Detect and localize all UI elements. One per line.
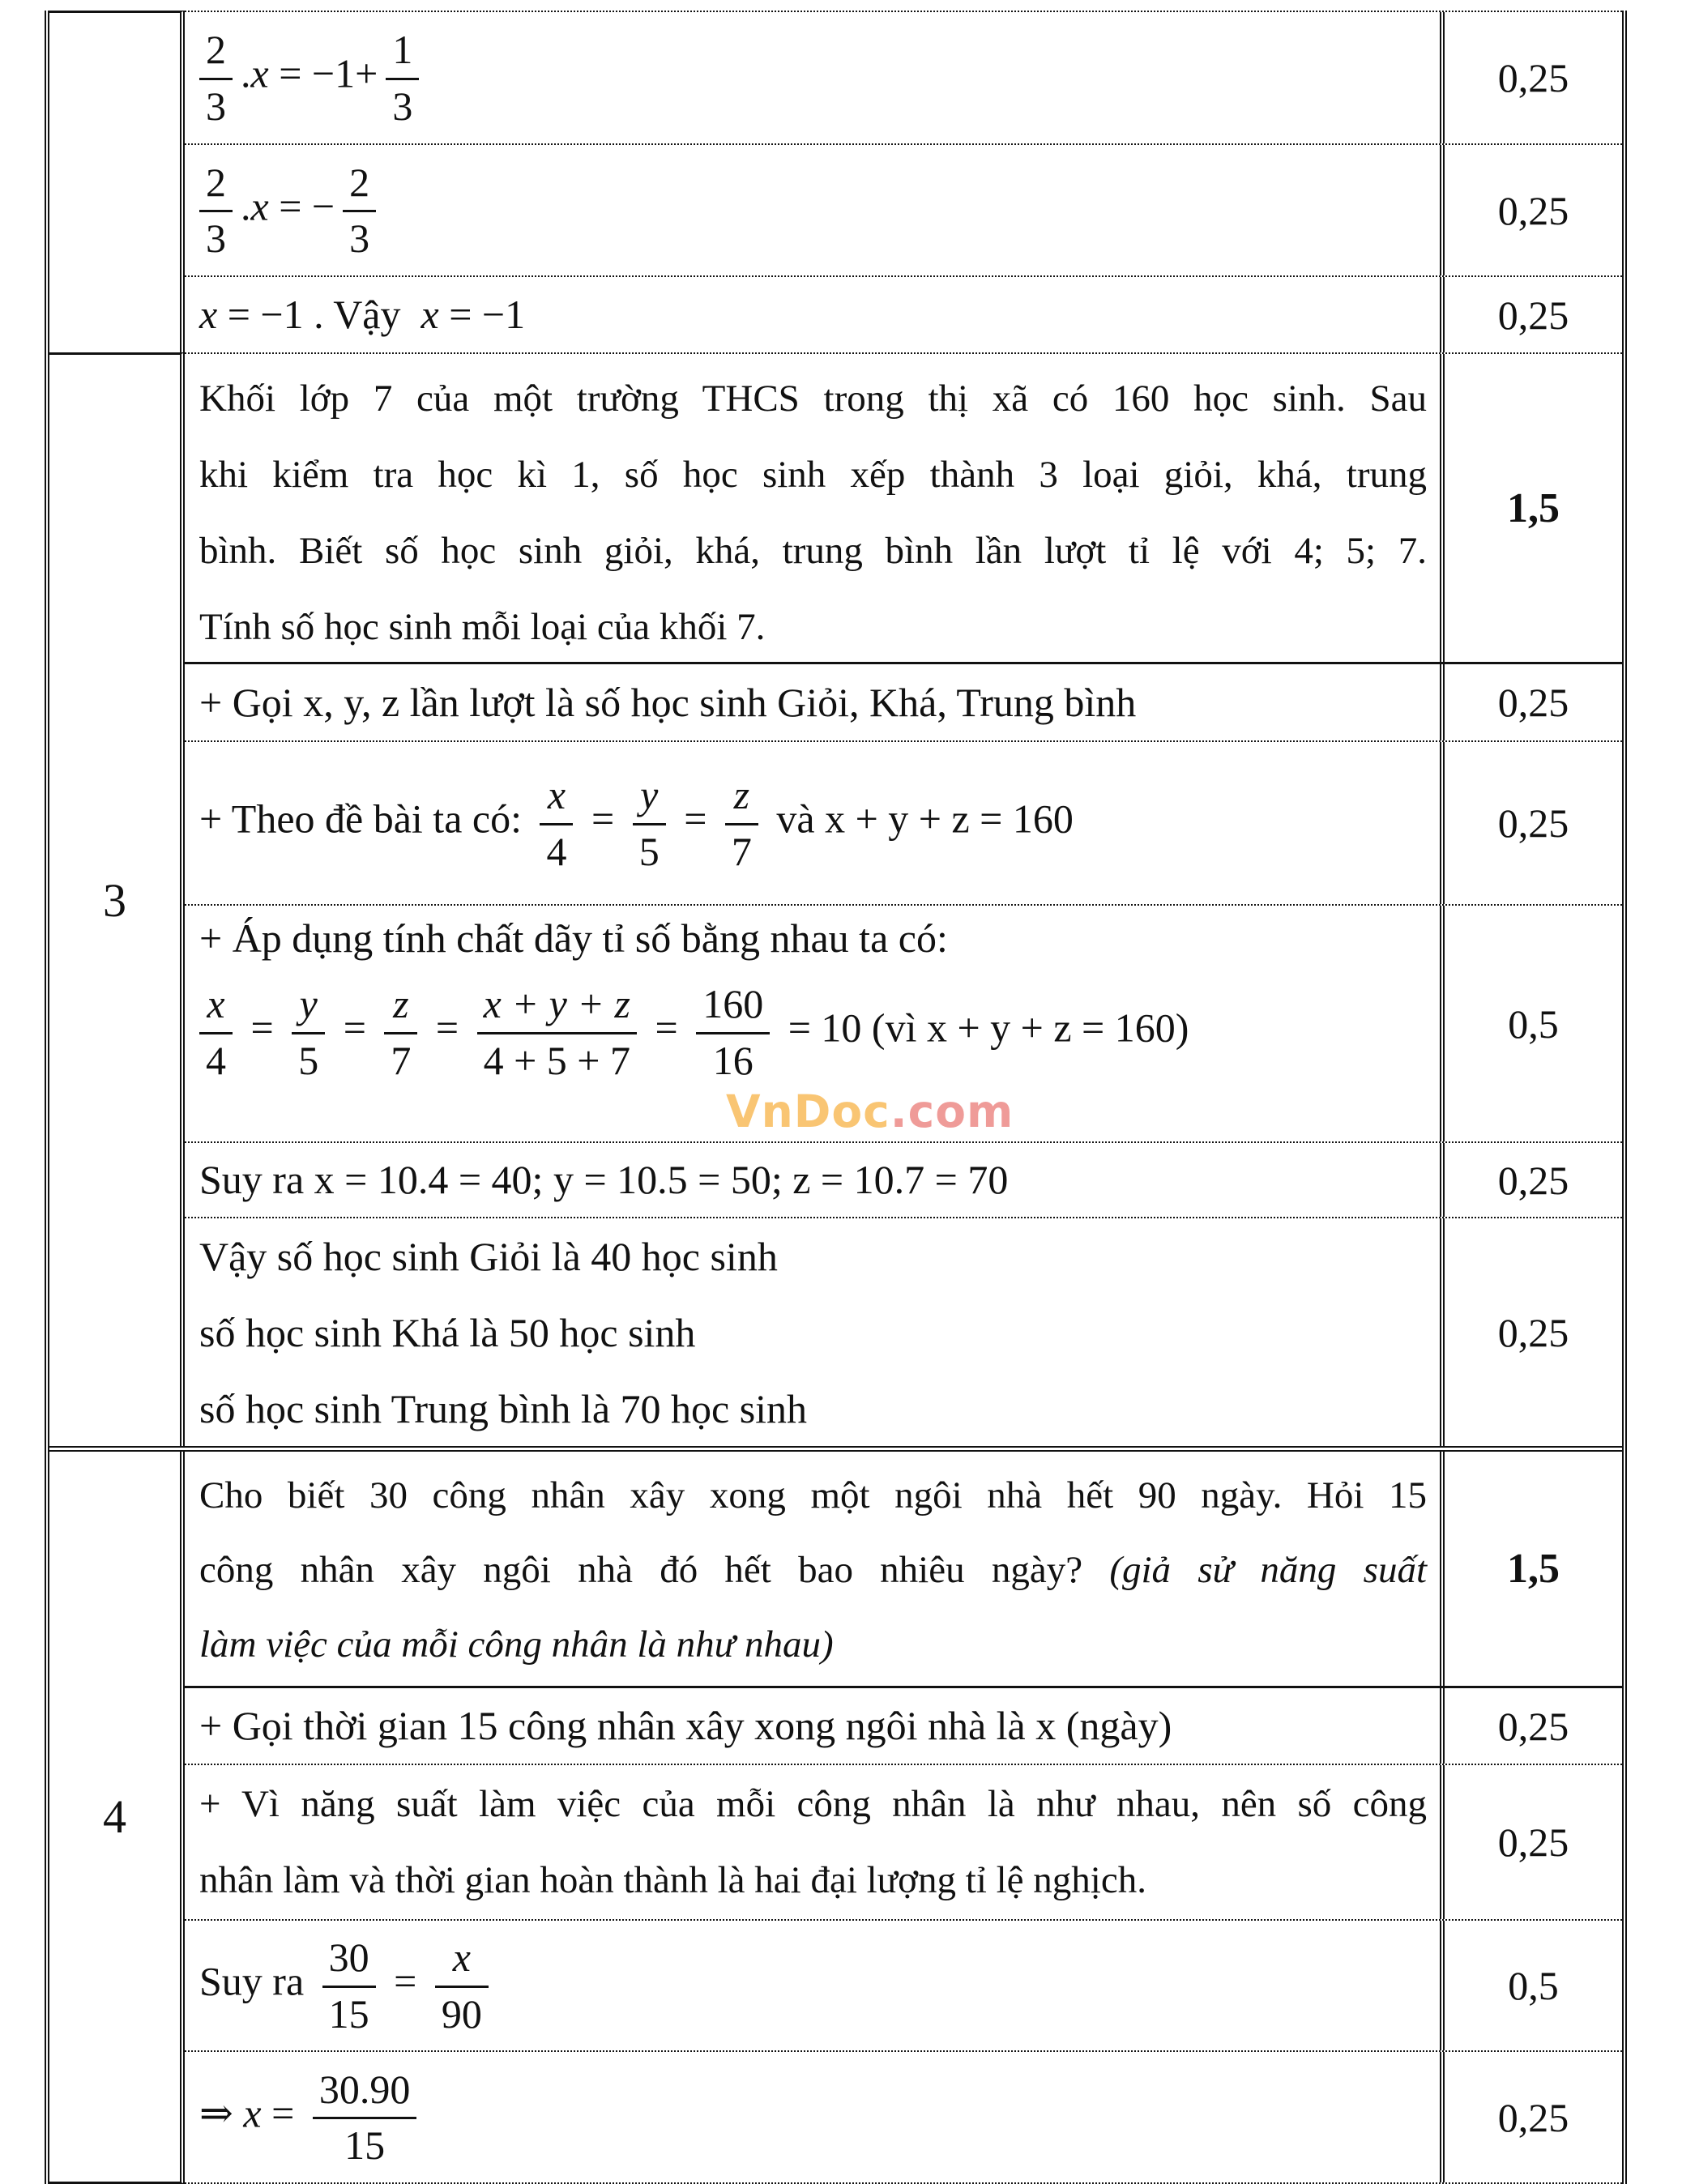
- table-row: [185, 2050, 1622, 2182]
- text-segment: = −1 . Vậy: [217, 292, 421, 338]
- text-segment: = −1: [438, 292, 526, 338]
- fraction: $\frac{1}{3}$: [386, 28, 419, 127]
- question-statement-cell: [185, 1452, 1440, 1686]
- text-segment: .: [241, 50, 251, 96]
- text-line: [199, 28, 1427, 127]
- table-row: [185, 1452, 1622, 1686]
- table-row: [185, 740, 1622, 904]
- text-segment: và x + y + z = 160: [766, 796, 1074, 842]
- text-segment: khi kiểm tra học kì 1, số học sinh xếp thành 3 loại giỏi, khá, trung: [199, 454, 1427, 496]
- text-segment: Khối lớp 7 của một trường THCS trong thị xã có 160 học sinh. Sau: [199, 378, 1427, 420]
- solution-cell: [185, 1765, 1440, 1919]
- text-line: [199, 1295, 1427, 1371]
- italic-text: làm việc của mỗi công nhân là như nhau): [199, 1623, 834, 1666]
- points-cell: 0,25: [1440, 277, 1622, 352]
- text-segment: =: [383, 1958, 427, 2004]
- points-cell: 1,5: [1440, 1452, 1622, 1686]
- text-line: [199, 913, 1427, 964]
- table-row: [185, 354, 1622, 662]
- fraction: $\frac{z}{7}$: [725, 774, 758, 872]
- points-cell: 0,5: [1440, 906, 1622, 1141]
- text-segment: = −1+: [268, 50, 378, 96]
- text-segment: Cho biết 30 công nhân xây xong một ngôi nhà hết 90 ngày. Hỏi 15: [199, 1474, 1427, 1516]
- text-segment: =: [425, 1005, 469, 1051]
- fraction: $\frac{2}{3}$: [343, 161, 376, 260]
- text-line: [199, 1154, 1427, 1205]
- text-segment: =: [333, 1005, 377, 1051]
- text-segment: Tính số học sinh mỗi loại của khối 7.: [199, 606, 766, 648]
- points-cell: 0,25: [1440, 1688, 1622, 1764]
- answer-table: [45, 11, 1627, 2184]
- fraction: $\frac{30}{15}$: [322, 1936, 376, 2035]
- points-cell: 0,25: [1440, 12, 1622, 143]
- fraction: $\frac{x}{4}$: [199, 983, 233, 1081]
- text-line: [199, 677, 1427, 728]
- table-row: [185, 1686, 1622, 1764]
- text-segment: Vậy số học sinh Giỏi là 40 học sinh: [199, 1233, 778, 1279]
- text-segment: =: [261, 2089, 305, 2135]
- fraction: $\frac{y}{5}$: [633, 774, 666, 872]
- text-segment: ⇒: [199, 2089, 244, 2135]
- text-segment: + Gọi thời gian 15 công nhân xây xong ngôi nhà là x (ngày): [199, 1703, 1172, 1749]
- text-segment: công nhân xây ngôi nhà đó hết bao nhiêu ngày?: [199, 1549, 1110, 1591]
- solution-cell: [185, 1143, 1440, 1217]
- watermark-primary: VnDoc: [726, 1086, 890, 1138]
- fraction: $\frac{2}{3}$: [199, 161, 233, 260]
- text-segment: + Theo đề bài ta có:: [199, 796, 532, 842]
- watermark-secondary: .com: [890, 1086, 1014, 1138]
- text-line: [199, 1458, 1427, 1533]
- solution-rows: [185, 1452, 1622, 2184]
- text-line: [199, 589, 1427, 662]
- text-line: [199, 2068, 1427, 2167]
- text-segment: + Gọi x, y, z lần lượt là số học sinh Giỏi, Khá, Trung bình: [199, 679, 1137, 725]
- math-variable: x: [420, 292, 439, 338]
- points-cell: 0,25: [1440, 1765, 1622, 1919]
- text-line: [199, 1700, 1427, 1751]
- text-segment: + Áp dụng tính chất dãy tỉ số bằng nhau ta có:: [199, 915, 948, 961]
- points-cell: 0,25: [1440, 1143, 1622, 1217]
- table-row: [185, 1919, 1622, 2050]
- text-line: [199, 513, 1427, 589]
- text-line: [199, 1533, 1427, 1607]
- question-statement-cell: [185, 354, 1440, 662]
- text-line: [199, 774, 1427, 872]
- fraction: $\frac{160}{16}$: [696, 983, 770, 1081]
- fraction: $\frac{x}{4}$: [540, 774, 573, 872]
- question-block-3: [49, 352, 1622, 1446]
- table-row: [185, 904, 1622, 1141]
- text-line: [199, 1766, 1427, 1842]
- question-number-cell: 4: [49, 1452, 185, 2184]
- italic-text: (giả sử năng suất: [1109, 1549, 1428, 1591]
- solution-cell: [185, 742, 1440, 904]
- solution-rows: [185, 352, 1622, 1446]
- math-variable: x: [250, 50, 269, 96]
- question-number-cell: [49, 11, 185, 352]
- table-row: [185, 662, 1622, 740]
- text-segment: =: [581, 796, 625, 842]
- question-number-cell: 3: [49, 352, 185, 1446]
- table-row: [185, 1764, 1622, 1919]
- question-block-2-tail: [49, 11, 1622, 352]
- points-cell: 0,25: [1440, 664, 1622, 740]
- solution-cell: [185, 2052, 1440, 2182]
- text-segment: Suy ra: [199, 1958, 314, 2004]
- text-segment: .: [241, 182, 251, 228]
- fraction: $\frac{2}{3}$: [199, 28, 233, 127]
- text-segment: số học sinh Trung bình là 70 học sinh: [199, 1385, 808, 1431]
- text-segment: bình. Biết số học sinh giỏi, khá, trung bình lần lượt tỉ lệ với 4; 5; 7.: [199, 530, 1427, 572]
- fraction: $\frac{30.90}{15}$: [313, 2068, 417, 2167]
- text-line: [199, 360, 1427, 437]
- text-segment: nhân làm và thời gian hoàn thành là hai đại lượng tỉ lệ nghịch.: [199, 1859, 1146, 1901]
- text-line: [199, 1936, 1427, 2035]
- solution-cell: [185, 906, 1440, 1141]
- math-variable: x: [250, 182, 269, 228]
- text-line: [199, 1218, 1427, 1295]
- solution-cell: [185, 1688, 1440, 1764]
- table-row: [185, 143, 1622, 275]
- fraction: $\frac{x + y + z}{4 + 5 + 7}$: [477, 983, 637, 1081]
- fraction: $\frac{y}{5}$: [292, 983, 325, 1081]
- points-cell: 0,25: [1440, 145, 1622, 275]
- solution-cell: [185, 1921, 1440, 2050]
- fraction: $\frac{x}{90}$: [435, 1936, 489, 2035]
- text-line: [199, 437, 1427, 513]
- text-segment: = 10 (vì x + y + z = 160): [778, 1005, 1189, 1051]
- solution-lines: [199, 913, 1427, 1082]
- text-segment: =: [241, 1005, 284, 1051]
- solution-cell: [185, 277, 1440, 352]
- table-row: [185, 1217, 1622, 1446]
- text-line: [199, 1371, 1427, 1447]
- watermark: [726, 1086, 1427, 1138]
- text-segment: =: [645, 1005, 689, 1051]
- math-variable: x: [199, 292, 218, 338]
- fraction: $\frac{z}{7}$: [384, 983, 417, 1081]
- points-cell: 0,25: [1440, 1218, 1622, 1446]
- table-row: [185, 275, 1622, 352]
- text-segment: =: [673, 796, 717, 842]
- text-line: [199, 983, 1427, 1081]
- text-line: [199, 1607, 1427, 1682]
- text-segment: số học sinh Khá là 50 học sinh: [199, 1309, 696, 1355]
- text-segment: + Vì năng suất làm việc của mỗi công nhân là như nhau, nên số công: [199, 1783, 1427, 1825]
- question-block-4: [49, 1446, 1622, 2184]
- solution-cell: [185, 1218, 1440, 1446]
- text-segment: = −: [268, 182, 335, 228]
- points-cell: 1,5: [1440, 354, 1622, 662]
- points-cell: 0,25: [1440, 2052, 1622, 2182]
- solution-cell: [185, 12, 1440, 143]
- text-line: [199, 1842, 1427, 1918]
- math-variable: x: [243, 2089, 262, 2135]
- points-cell: 0,5: [1440, 1921, 1622, 2050]
- solution-cell: [185, 145, 1440, 275]
- text-segment: Suy ra x = 10.4 = 40; y = 10.5 = 50; z = 10.7 = 70: [199, 1157, 1009, 1203]
- solution-rows: [185, 11, 1622, 352]
- points-cell: 0,25: [1440, 742, 1622, 904]
- text-line: [199, 289, 1427, 340]
- table-row: [185, 12, 1622, 143]
- table-row: [185, 1141, 1622, 1217]
- text-line: [199, 161, 1427, 260]
- solution-cell: [185, 664, 1440, 740]
